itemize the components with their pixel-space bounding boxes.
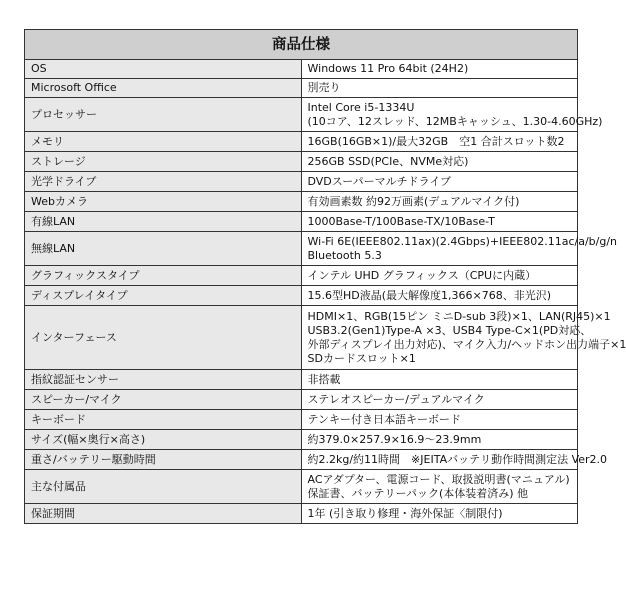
- spec-label: 保証期間: [25, 504, 302, 524]
- spec-label: メモリ: [25, 132, 302, 152]
- spec-value-line: テンキー付き日本語キーボード: [307, 412, 461, 426]
- spec-label: 光学ドライブ: [25, 172, 302, 192]
- spec-label: スピーカー/マイク: [25, 390, 302, 410]
- spec-value: [301, 450, 608, 470]
- spec-row: [25, 410, 578, 430]
- spec-value-line: HDMI×1、RGB(15ピン ミニD-sub 3段)×1、LAN(RJ45)×1: [307, 309, 611, 323]
- spec-label: 有線LAN: [25, 212, 302, 232]
- spec-value-line: 保証書、バッテリーパック(本体装着済み) 他: [307, 486, 529, 500]
- spec-value-line: 256GB SSD(PCIe、NVMe対応): [307, 154, 469, 168]
- spec-value: [301, 286, 578, 306]
- spec-label: ディスプレイタイプ: [25, 286, 302, 306]
- spec-label: キーボード: [25, 410, 302, 430]
- spec-value-line: 1年 (引き取り修理・海外保証〈制限付): [307, 506, 503, 520]
- spec-row: [25, 152, 578, 172]
- spec-row: [25, 370, 578, 390]
- spec-value-line: 別売り: [307, 81, 341, 94]
- spec-label: 主な付属品: [25, 470, 302, 504]
- spec-value: [301, 232, 617, 266]
- spec-row: [25, 172, 578, 192]
- spec-value-line: DVDスーパーマルチドライブ: [307, 174, 452, 188]
- spec-row: [25, 266, 578, 286]
- spec-value-line: 有効画素数 約92万画素(デュアルマイク付): [307, 194, 520, 208]
- spec-value-line: 外部ディスプレイ出力対応)、マイク入力/ヘッドホン出力端子×1: [307, 337, 626, 351]
- spec-row: [25, 98, 578, 132]
- spec-row: [25, 430, 578, 450]
- spec-table-header-row: [25, 30, 578, 60]
- spec-value-line: 16GB(16GB×1)/最大32GB 空1 合計スロット数2: [307, 134, 565, 148]
- spec-row: [25, 192, 578, 212]
- spec-value-line: インテル UHD グラフィックス（CPUに内蔵）: [307, 268, 537, 282]
- spec-label: OS: [25, 60, 302, 79]
- spec-value: [301, 172, 578, 192]
- spec-label: ストレージ: [25, 152, 302, 172]
- spec-value-line: SDカードスロット×1: [307, 351, 416, 365]
- spec-table-body: [25, 60, 626, 524]
- spec-row: [25, 390, 578, 410]
- spec-value: [301, 79, 578, 98]
- spec-value-line: 1000Base-T/100Base-TX/10Base-T: [307, 214, 495, 228]
- spec-row: [25, 132, 578, 152]
- spec-row: [25, 60, 578, 79]
- spec-row: [25, 450, 578, 470]
- spec-value: [301, 152, 578, 172]
- spec-label: プロセッサー: [25, 98, 302, 132]
- spec-value: [301, 132, 578, 152]
- spec-value-line: 約2.2kg/約11時間 ※JEITAバッテリ動作時間測定法 Ver2.0: [307, 452, 608, 466]
- spec-value: [301, 390, 578, 410]
- spec-value: [301, 470, 578, 504]
- spec-value: [301, 430, 578, 450]
- spec-value: [301, 98, 603, 132]
- spec-row: [25, 212, 578, 232]
- spec-table-title: 商品仕様: [25, 30, 578, 60]
- spec-label: グラフィックスタイプ: [25, 266, 302, 286]
- spec-value-line: USB3.2(Gen1)Type-A ×3、USB4 Type-C×1(PD対応、: [307, 323, 592, 337]
- spec-row: [25, 470, 578, 504]
- spec-label: 重さ/バッテリー駆動時間: [25, 450, 302, 470]
- spec-value: [301, 306, 626, 370]
- spec-value-line: Intel Core i5-1334U: [307, 100, 415, 114]
- spec-label: 無線LAN: [25, 232, 302, 266]
- spec-value-line: 15.6型HD液晶(最大解像度1,366×768、非光沢): [307, 288, 552, 302]
- spec-value-line: Windows 11 Pro 64bit (24H2): [307, 62, 469, 75]
- spec-value-line: 約379.0×257.9×16.9～23.9mm: [307, 432, 482, 446]
- spec-row: [25, 79, 578, 98]
- spec-value: [301, 266, 578, 286]
- spec-row: [25, 286, 578, 306]
- spec-value-line: ステレオスピーカー/デュアルマイク: [307, 392, 485, 406]
- spec-label: Microsoft Office: [25, 79, 302, 98]
- spec-value: [301, 410, 578, 430]
- spec-label: インターフェース: [25, 306, 302, 370]
- spec-row: [25, 306, 578, 370]
- spec-label: サイズ(幅×奥行×高さ): [25, 430, 302, 450]
- spec-row: [25, 504, 578, 524]
- spec-label: Webカメラ: [25, 192, 302, 212]
- spec-label: 指紋認証センサー: [25, 370, 302, 390]
- spec-value-line: Bluetooth 5.3: [307, 248, 382, 262]
- spec-value-line: ACアダプター、電源コード、取扱説明書(マニュアル): [307, 472, 570, 486]
- spec-value-line: (10コア、12スレッド、12MBキャッシュ、1.30-4.60GHz): [307, 114, 603, 128]
- spec-row: [25, 232, 578, 266]
- spec-value: [301, 60, 578, 79]
- spec-value: [301, 212, 578, 232]
- spec-value: [301, 370, 578, 390]
- spec-value: [301, 504, 578, 524]
- spec-value-line: 非搭載: [307, 372, 341, 386]
- spec-value: [301, 192, 578, 212]
- spec-table: [24, 29, 626, 524]
- spec-value-line: Wi-Fi 6E(IEEE802.11ax)(2.4Gbps)+IEEE802.11ac/a/b/g/n: [307, 234, 617, 248]
